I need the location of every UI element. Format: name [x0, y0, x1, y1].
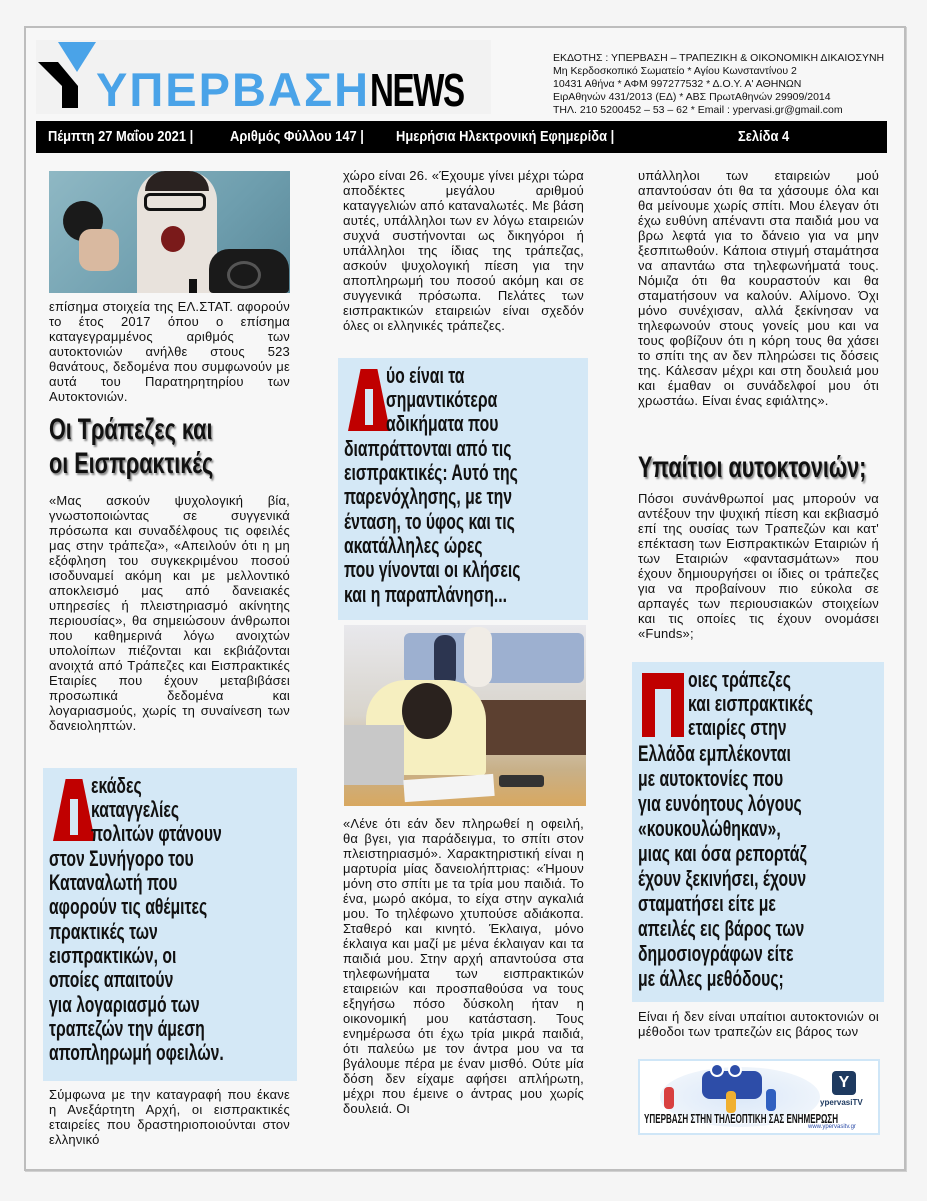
- col2-paragraph-1: χώρο είναι 26. «Έχουμε γίνει μέχρι τώρα αποδέκτες μεγάλου αριθμού καταγγελιών από καταναλωτές. Με βάση αυτές, υπάλληλοι των εν λόγω εταιρειών συχνά συστήνονται ως δικηγόροι ή υπάλληλοι της ίδιας της τράπεζας, ασκούν ψυχολογική πίεση για την αποπληρωμή του ποσού ακόμη και σε συγγενικά πρόσωπα. Πελάτες των εισπρακτικών εταιρειών είναι σχεδόν όλες οι ελληνικές τράπεζες.: [343, 168, 584, 333]
- pullquote-line: για λογαριασμό των: [49, 992, 200, 1017]
- pullquote-line: τραπεζών την άμεση: [49, 1016, 205, 1041]
- publisher-line: ΕΚΔΟΤΗΣ : ΥΠΕΡΒΑΣΗ – ΤΡΑΠΕΖΙΚΗ & ΟΙΚΟΝΟΜΙΚΗ ΔΙΚΑΙΟΣΥΝΗ: [553, 52, 885, 64]
- pullquote-line: στον Συνήγορο του: [49, 846, 194, 871]
- logo-news-text: NEWS: [370, 64, 464, 116]
- pullquote-line: αποπληρωμή οφειλών.: [49, 1040, 224, 1065]
- col2-paragraph-2: «Λένε ότι εάν δεν πληρωθεί η οφειλή, θα βγει, για παράδειγμα, το σπίτι στον πλειστηριασμό». Χαρακτηριστική είναι η μαρτυρία μίας δανειολήπτριας: «Ήμουν μόνη στο σπίτι με τα τρία μου παιδιά. Το ένα, μωρό ακόμα, το είχα στην αγκαλιά μου. Το τηλέφωνο χτυπούσε αδιάκοπα. Σταθερό και κινητό. Έκλαιγα, μόνο έκλαιγα και μαζί με μένα έκλαιγαν και τα παιδιά μου. Στην αρχή απαντούσα στα τηλεφωνήματα των εισπρακτικών εταιρειών και προσπαθούσα να τους εξηγήσω πόσο δύσκολη ήταν η οικονομική μου κατάσταση. Τους ενημέρωσα ότι έχω τρία μικρά παιδιά, ότι παλεύω με τον άντρα μου να τα βγάλουμε πέρα με έναν μισθό. Ούτε μία δόση δεν είχαμε αφήσει απλήρωτη, μέχρι που έμεινε ο άντρας μου χωρίς δουλειά. Οι: [343, 816, 584, 1116]
- col3-paragraph-1: υπάλληλοι των εταιρειών μού απαντούσαν ότι θα τα χάσουμε όλα και θα μείνουμε χωρίς σπίτι. Μου έλεγαν ότι έχω ευθύνη απέναντι στα παιδιά μου να βρω λεφτά για το δάνειο για να μην ξεσπιτωθούν. Κάποια στιγμή σταμάτησα να απαντάω στα τηλεφωνήματά τους. Νόμιζα ότι θα κουραστούν και θα σταματήσουν να καλούν. Αλίμονο. Όχι μόνο συνέχισαν, αλλά ξεκίνησαν να τηλεφωνούν στους γονείς μου και να τους φοβίζουν ότι η κόρη τους θα χάσει το σπίτι της αν δεν πληρώσει τις δόσεις της. Κάλεσαν μέχρι και στη δουλειά μου και έμαθαν οι συνάδελφοί μου ότι χρωστάω. Είναι ένας εφιάλτης».: [638, 168, 879, 408]
- pullquote-line: εισπρακτικές: Αυτό της: [344, 460, 518, 485]
- banner-brand: ypervasiTV: [820, 1098, 863, 1107]
- col1-paragraph-2: «Μας ασκούν ψυχολογική βία, γνωστοποιώντας σε συγγενικά πρόσωπα και συναδέλφους τις οφειλές μας στην τράπεζα», «Απειλούν ότι η μη εξόφληση του συγκεκριμένου ποσού ισοδυναμεί ακόμη και με μελλοντικό αποκλεισμό μας από δανειακές υπηρεσίες ή πλειστηριασμό ακίνητης περιουσίας», θα σημειώσουν άνθρωποι που καθημερινά λόγω ανοιχτών υπολοίπων πιέζονται και εκβιάζονται ανοιχτά από Τράπεζες και Εισπρακτικές Εταιρίες που έχουν μεταβιβάσει προσωπικά δεδομένα και λογαριασμούς, χωρίς τη συναίνεση των δανειοληπτών.: [49, 493, 290, 733]
- pullquote-line: οποίες απαιτούν: [49, 967, 174, 992]
- publisher-line: ΤΗΛ. 210 5200452 – 53 – 62 * Email : ypervasi.gr@gmail.com: [553, 104, 843, 116]
- pullquote-line: ύο είναι τα: [386, 363, 465, 388]
- pullquote-line: και εισπρακτικές: [688, 691, 814, 716]
- headline-line: οι Εισπρακτικές: [49, 447, 214, 480]
- article-image-stressed-man: [344, 625, 586, 806]
- col3-paragraph-3: Είναι ή δεν είναι υπαίτιοι αυτοκτονιών οι μέθοδοι των τραπεζών εις βάρος των: [638, 1009, 879, 1039]
- pullquote-line: και η παραπλάνηση...: [344, 582, 508, 607]
- pullquote-line: οιες τράπεζες: [688, 667, 791, 692]
- person-figure-icon: [726, 1091, 736, 1113]
- pullquote-line: με αυτοκτονίες που: [638, 766, 784, 791]
- banner-caption: ΥΠΕΡΒΑΣΗ ΣΤΗΝ ΤΗΛΕΟΠΤΙΚΗ ΣΑΣ ΕΝΗΜΕΡΩΣΗ: [644, 1111, 839, 1126]
- pullquote-line: Ελλάδα εμπλέκονται: [638, 741, 791, 766]
- pullquote-line: δημοσιογράφων είτε: [638, 941, 794, 966]
- pullquote-line: σταματήσει είτε με: [638, 891, 776, 916]
- issue-bar: [36, 121, 887, 153]
- publisher-line: Μη Κερδοσκοπικό Σωματείο * Αγίου Κωνσταντίνου 2: [553, 65, 797, 77]
- banner-url: www.ypervasitv.gr: [808, 1124, 856, 1130]
- publisher-info: [553, 52, 893, 117]
- col3-paragraph-2: Πόσοι συνάνθρωποί μας μπορούν να αντέξουν την ψυχική πίεση και εκβιασμό επί της ουσίας των Τραπεζών και κατ' επέκταση των Εισπρακτικών Εταιριών ή των Εταιριών «φαντασμάτων» που έχουν δημιουργήσει οι ίδιες οι τράπεζες για να προβαίνουν πιο εύκολα σε αρπαγές των περιουσιακών στοιχείων και τις οποίες τις έχουν ονομάσει «Funds»;: [638, 491, 879, 641]
- pullquote-line: που γίνονται οι κλήσεις: [344, 557, 521, 582]
- col2-pullquote: [338, 358, 588, 620]
- pullquote-line: πολιτών φτάνουν: [91, 821, 222, 846]
- pullquote-line: για ευνόητους λόγους: [638, 791, 802, 816]
- pullquote-line: εισπρακτικών, οι: [49, 943, 177, 968]
- drop-cap-pi-icon: [642, 673, 684, 737]
- pullquote-line: σημαντικότερα: [386, 387, 498, 412]
- logo-main-text: ΥΠΕΡΒΑΣΗ: [96, 63, 371, 116]
- pullquote-line: Καταναλωτή που: [49, 870, 178, 895]
- person-figure-icon: [766, 1089, 776, 1111]
- pullquote-line: με άλλες μεθόδους;: [638, 966, 784, 991]
- pullquote-line: ακατάλληλες ώρες: [344, 533, 483, 558]
- ypervasi-tv-banner[interactable]: [638, 1059, 880, 1135]
- pullquote-line: ένταση, το ύφος και τις: [344, 509, 515, 534]
- page-number: Σελίδα 4: [738, 128, 790, 145]
- publisher-line: ΕιρΑθηνών 431/2013 (ΕΔ) * ΑΒΣ ΠρωτΑθηνών 29909/2014: [553, 91, 831, 103]
- drop-cap-delta-icon: [348, 369, 390, 431]
- publisher-line: 10431 Αθήνα * ΑΦΜ 997277532 * Δ.Ο.Υ. Α' ΑΘΗΝΩΝ: [553, 78, 802, 90]
- pullquote-line: μιας και όσα ρεπορτάζ: [638, 841, 807, 866]
- article-image-angry-phone: [49, 171, 290, 293]
- pullquote-line: εκάδες: [91, 773, 142, 798]
- pullquote-line: έχουν ξεκινήσει, έχουν: [638, 866, 807, 891]
- headline-line: Οι Τράπεζες και: [49, 413, 213, 446]
- col1-paragraph-3: Σύμφωνα με την καταγραφή που έκανε η Ανεξάρτητη Αρχή, οι εισπρακτικές εταιρείες που δραστηριοποιούνται στον ελληνικό: [49, 1087, 290, 1147]
- pullquote-line: πρακτικές των: [49, 919, 158, 944]
- col1-headline: [49, 413, 309, 481]
- logo-wordmark: [96, 65, 500, 115]
- col3-headline: [638, 451, 898, 485]
- pullquote-line: «κουκουλώθηκαν»,: [638, 816, 781, 841]
- pullquote-line: διαπράττονται από τις: [344, 436, 512, 461]
- col3-pullquote: [632, 662, 884, 1002]
- col1-pullquote: [43, 768, 297, 1081]
- issue-type: Ημερήσια Ηλεκτρονική Εφημερίδα |: [396, 128, 615, 145]
- drop-cap-delta-icon: [53, 779, 95, 841]
- pullquote-line: καταγγελίες: [91, 797, 180, 822]
- person-figure-icon: [664, 1087, 674, 1109]
- pullquote-line: αδικήματα που: [386, 411, 499, 436]
- pullquote-line: εταιρίες στην: [688, 715, 787, 740]
- pullquote-line: απειλές εις βάρος των: [638, 916, 805, 941]
- ypervasi-tv-logo-icon: Y: [832, 1071, 856, 1095]
- pullquote-line: παρενόχλησης, με την: [344, 484, 513, 509]
- pullquote-line: αφορούν τις αθέμιτες: [49, 894, 208, 919]
- col1-paragraph-1: επίσημα στοιχεία της ΕΛ.ΣΤΑΤ. αφορούν το έτος 2017 όπου ο επίσημα καταγεγραμμένος αριθμός των αυτοκτονιών ανήλθε στους 523 θανάτους, δεδομένα που συμφωνούν με αυτά του Παρατηρητηρίου των Αυτοκτονιών.: [49, 299, 290, 404]
- issue-date: Πέμπτη 27 Μαΐου 2021 |: [48, 128, 194, 145]
- masthead-logo: [36, 40, 491, 114]
- issue-number: Αριθμός Φύλλου 147 |: [230, 128, 364, 145]
- headline-line: Υπαίτιοι αυτοκτονιών;: [638, 451, 867, 484]
